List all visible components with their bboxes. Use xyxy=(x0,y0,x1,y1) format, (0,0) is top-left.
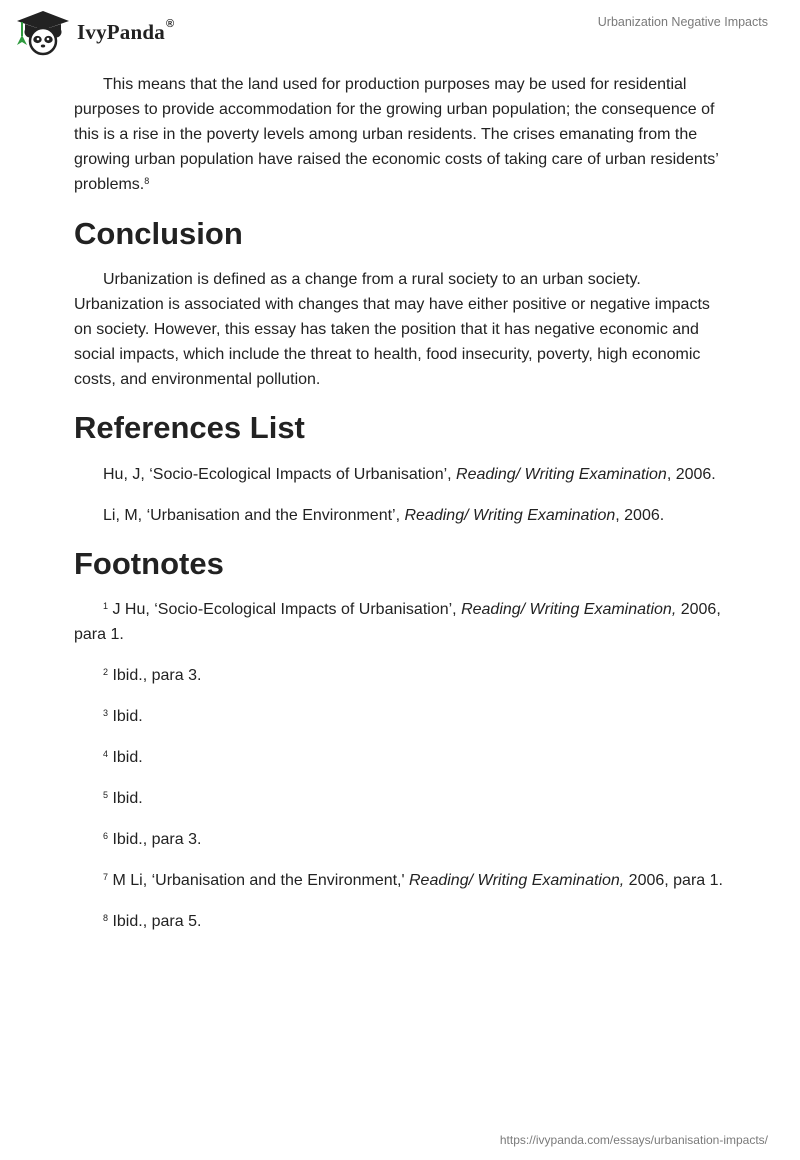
conclusion-heading: Conclusion xyxy=(74,216,243,251)
reference-item: Hu, J, ‘Socio-Ecological Impacts of Urbanisation’, Reading/ Writing Examination, 2006. xyxy=(103,466,716,483)
document-body xyxy=(74,72,730,934)
reference-item: Li, M, ‘Urbanisation and the Environment’, Reading/ Writing Examination, 2006. xyxy=(103,507,665,524)
conclusion-paragraph: Urbanization is defined as a change from a rural society to an urban society. Urbanization is associated with changes that may have either positive or negative impacts on society. However, this essay has taken the position that it has negative economic and social impacts, which include the threat to health, food insecurity, poverty, high economic costs, and environmental pollution. xyxy=(74,271,710,388)
footnote-item: $^4$ Ibid. xyxy=(103,749,143,766)
footnote-ref[interactable]: 8 xyxy=(144,176,150,186)
intro-paragraph: This means that the land used for production purposes may be used for residential purposes to provide accommodation for the growing urban population; the consequence of this is a rise in the poverty levels among urban residents. The crises emanating from the growing urban population have raised the economic costs of taking care of urban residents’ problems.$^8$ xyxy=(74,76,719,193)
brand-name: IvyPanda® xyxy=(77,17,175,44)
footnote-item: $^6$ Ibid., para 3. xyxy=(103,831,202,848)
page-url[interactable]: https://ivypanda.com/essays/urbanisation-impacts/ xyxy=(499,1133,768,1147)
footnote-item: $^2$ Ibid., para 3. xyxy=(103,667,202,684)
site-logo[interactable] xyxy=(14,8,174,56)
panda-graduate-icon xyxy=(14,8,72,56)
footnotes-heading: Footnotes xyxy=(74,546,224,581)
footnote-item: $^1$ J Hu, ‘Socio-Ecological Impacts of Urbanisation’, Reading/ Writing Examination, 2006, para 1. xyxy=(74,601,721,643)
footnote-item: $^3$ Ibid. xyxy=(103,708,143,725)
running-title: Urbanization Negative Impacts xyxy=(597,15,768,29)
footnote-item: $^7$ M Li, ‘Urbanisation and the Environment,' Reading/ Writing Examination, 2006, para 1. xyxy=(103,872,723,889)
footnote-item: $^5$ Ibid. xyxy=(103,790,143,807)
references-heading: References List xyxy=(74,410,305,445)
footnote-item: $^8$ Ibid., para 5. xyxy=(103,913,202,930)
